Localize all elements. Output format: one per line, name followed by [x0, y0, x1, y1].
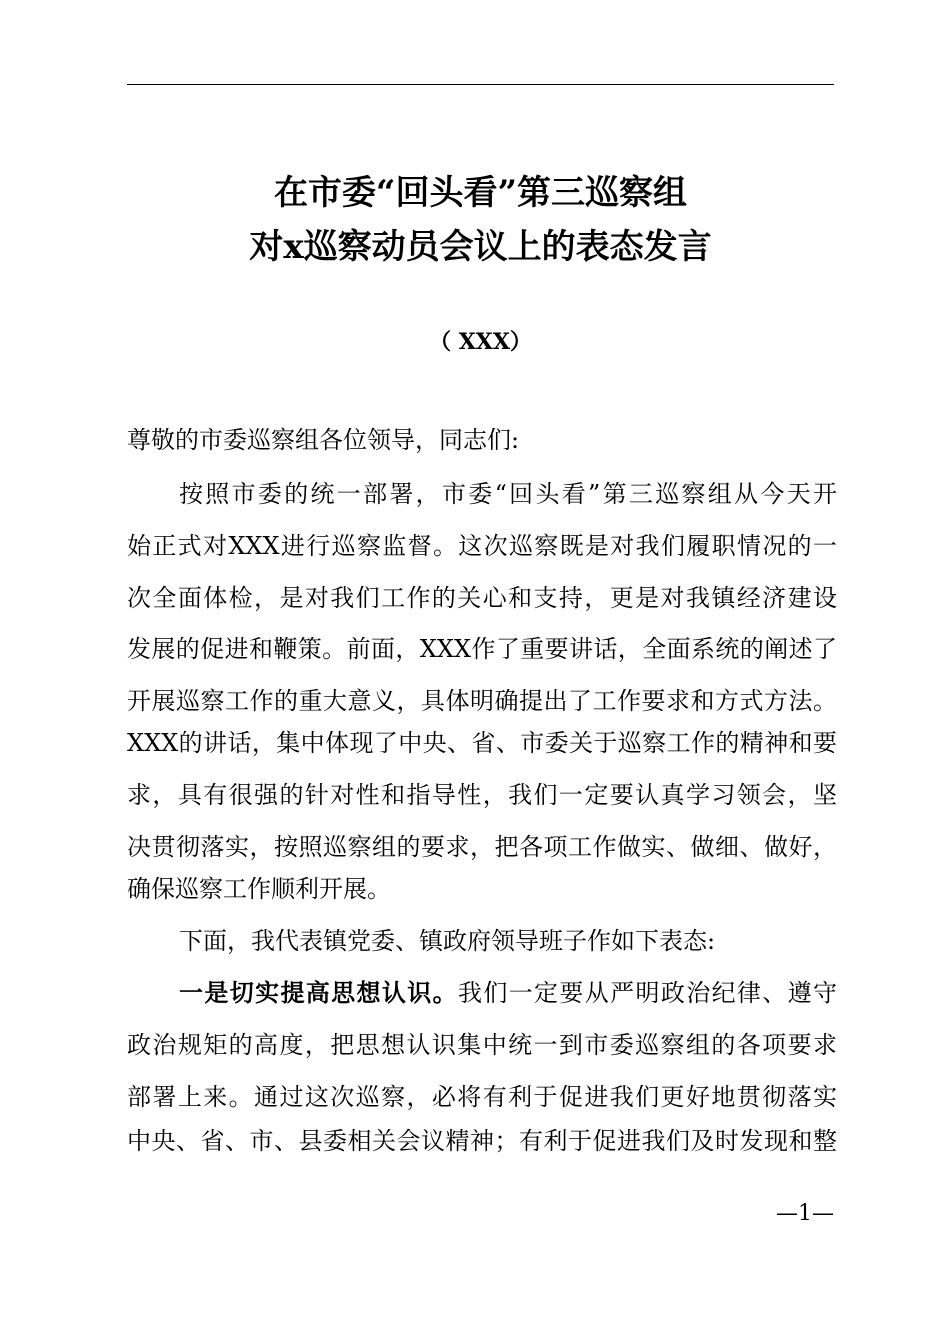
document-title-line-1: 在市委“回头看”第三巡察组 [273, 173, 688, 213]
paragraph-3-line: 政治规矩的高度，把思想认识集中统一到市委巡察组的各项要求 [127, 1031, 837, 1059]
header-rule [127, 84, 834, 85]
paragraph-3-line: 部署上来。通过这次巡察，必将有利于促进我们更好地贯彻落实 [127, 1083, 837, 1111]
point-heading: 一是切实提高思想认识。 [179, 978, 458, 1007]
paragraph-3-text: 我们一定要从严明政治纪律、遵守 [457, 979, 838, 1007]
salutation: 尊敬的市委巡察组各位领导，同志们: [127, 426, 520, 454]
paragraph-3-line [127, 968, 837, 1018]
paragraph-2: 下面，我代表镇党委、镇政府领导班子作如下表态: [179, 927, 716, 955]
paragraph-1-line: 始正式对XXX进行巡察监督。这次巡察既是对我们履职情况的一 [127, 532, 837, 560]
paragraph-1-line: 决贯彻落实，按照巡察组的要求，把各项工作做实、做细、做好， [127, 833, 837, 861]
page-number: —1— [776, 1201, 834, 1226]
paragraph-1-line: 发展的促进和鞭策。前面，XXX作了重要讲话，全面系统的阐述了 [127, 635, 837, 663]
document-title-line-2: 对x巡察动员会议上的表态发言 [249, 227, 712, 267]
paragraph-1-line: 求，具有很强的针对性和指导性，我们一定要认真学习领会，坚 [127, 781, 837, 809]
document-author: （ XXX） [429, 329, 532, 355]
paragraph-1-line: 确保巡察工作顺利开展。 [127, 875, 391, 903]
paragraph-3-line: 中央、省、市、县委相关会议精神；有利于促进我们及时发现和整 [127, 1127, 837, 1155]
paragraph-1-line: 次全面体检，是对我们工作的关心和支持，更是对我镇经济建设 [127, 584, 837, 612]
paragraph-1-line: 开展巡察工作的重大意义，具体明确提出了工作要求和方式方法。 [127, 687, 837, 715]
paragraph-1-line: 按照市委的统一部署，市委“回头看”第三巡察组从今天开 [179, 480, 837, 508]
paragraph-1-line: XXX的讲话，集中体现了中央、省、市委关于巡察工作的精神和要 [127, 729, 837, 757]
